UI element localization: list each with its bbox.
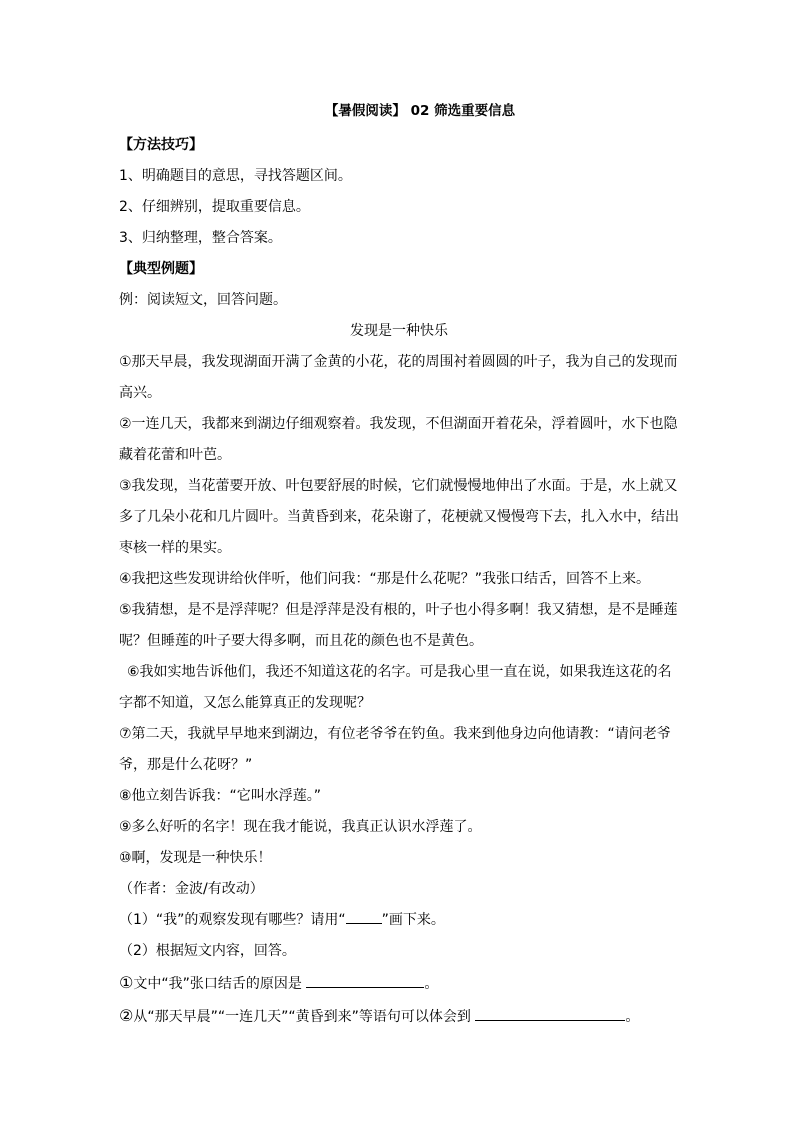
question-2-2-text: 从“那天早晨”“一连几天”“黄昏到来”等语句可以体会到	[133, 1009, 476, 1025]
question-2-2	[119, 1000, 679, 1033]
method-item-3: 3、归纳整理，整合答案。	[119, 230, 282, 246]
paragraph-1	[119, 347, 679, 409]
item-number: ②	[119, 1006, 134, 1025]
question-2-2-text-end: 。	[625, 1009, 640, 1025]
example-heading: 【典型例题】	[119, 261, 203, 277]
paragraph-2	[119, 409, 679, 471]
paragraph-line: ⑤我猜想，是不是浮萍呢？但是浮萍是没有根的，叶子也小得多啊！我又猜想，是不是睡莲	[119, 602, 678, 618]
paragraph-line: ①那天早晨，我发现湖面开满了金黄的小花，花的周围衬着圆圆的叶子，我为自己的发现而	[119, 354, 678, 370]
page-title: 【暑假阅读】 02 筛选重要信息	[324, 103, 516, 119]
paragraph-9	[119, 812, 679, 843]
method-heading: 【方法技巧】	[119, 137, 203, 153]
paragraph-line: 呢？但睡莲的叶子要大得多啊，而且花的颜色也不是黄色。	[119, 633, 483, 649]
paragraph-8	[119, 781, 679, 812]
answer-blank[interactable]	[306, 971, 424, 988]
paragraph-5	[119, 595, 679, 657]
paragraph-line: 高兴。	[119, 385, 161, 401]
paragraph-line: ⑨多么好听的名字！现在我才能说，我真正认识水浮莲了。	[119, 819, 482, 835]
question-2: （2）根据短文内容，回答。	[119, 943, 296, 959]
passage-title: 发现是一种快乐	[350, 323, 448, 339]
paragraph-10	[119, 843, 679, 874]
paragraph-line: ④我把这些发现讲给伙伴听，他们问我：“那是什么花呢？”我张口结舌，回答不上来。	[119, 571, 651, 587]
paragraph-6	[119, 657, 679, 719]
paragraph-3	[119, 471, 679, 564]
author-note: （作者：金波/有改动）	[119, 881, 264, 897]
paragraph-line: ②一连几天，我都来到湖边仔细观察着。我发现，不但湖面开着花朵，浮着圆叶，水下也隐	[119, 416, 678, 432]
paragraph-line: 枣核一样的果实。	[119, 540, 231, 556]
paragraph-7	[119, 719, 679, 781]
paragraph-line: ⑧他立刻告诉我：“它叫水浮莲。”	[119, 788, 322, 804]
paragraph-line: ⑦第二天，我就早早地来到湖边，有位老爷爷在钓鱼。我来到他身边向他请教：“请问老爷	[119, 726, 671, 742]
paragraph-line: 字都不知道，又怎么能算真正的发现呢？	[119, 695, 371, 711]
answer-blank[interactable]	[475, 1004, 625, 1021]
paragraph-4	[119, 564, 679, 595]
paragraph-line: ⑩啊，发现是一种快乐！	[119, 850, 272, 866]
question-2-1	[119, 967, 679, 1000]
question-1-text: （1）“我”的观察发现有哪些？请用“	[119, 912, 346, 928]
question-1	[119, 905, 679, 936]
answer-blank[interactable]	[346, 907, 382, 924]
paragraph-line: 藏着花蕾和叶芭。	[119, 447, 231, 463]
paragraph-line: 爷，那是什么花呀？”	[119, 757, 253, 773]
method-item-1: 1、明确题目的意思，寻找答题区间。	[119, 168, 352, 184]
paragraph-line: 多了几朵小花和几片圆叶。当黄昏到来，花朵谢了，花梗就又慢慢弯下去，扎入水中，结出	[119, 509, 679, 525]
question-2-1-text: 文中“我”张口结舌的原因是	[133, 976, 307, 992]
method-item-2: 2、仔细辨别，提取重要信息。	[119, 199, 310, 215]
item-number: ①	[119, 973, 134, 992]
paragraph-line: ⑥我如实地告诉他们，我还不知道这花的名字。可是我心里一直在说，如果我连这花的名	[127, 664, 672, 680]
example-intro: 例：阅读短文，回答问题。	[119, 292, 287, 308]
question-2-1-text-end: 。	[424, 976, 439, 992]
question-1-text-end: ”画下来。	[381, 912, 445, 928]
document-body	[119, 92, 679, 1033]
paragraph-line: ③我发现，当花蕾要开放、叶包要舒展的时候，它们就慢慢地伸出了水面。于是，水上就又	[119, 478, 678, 494]
